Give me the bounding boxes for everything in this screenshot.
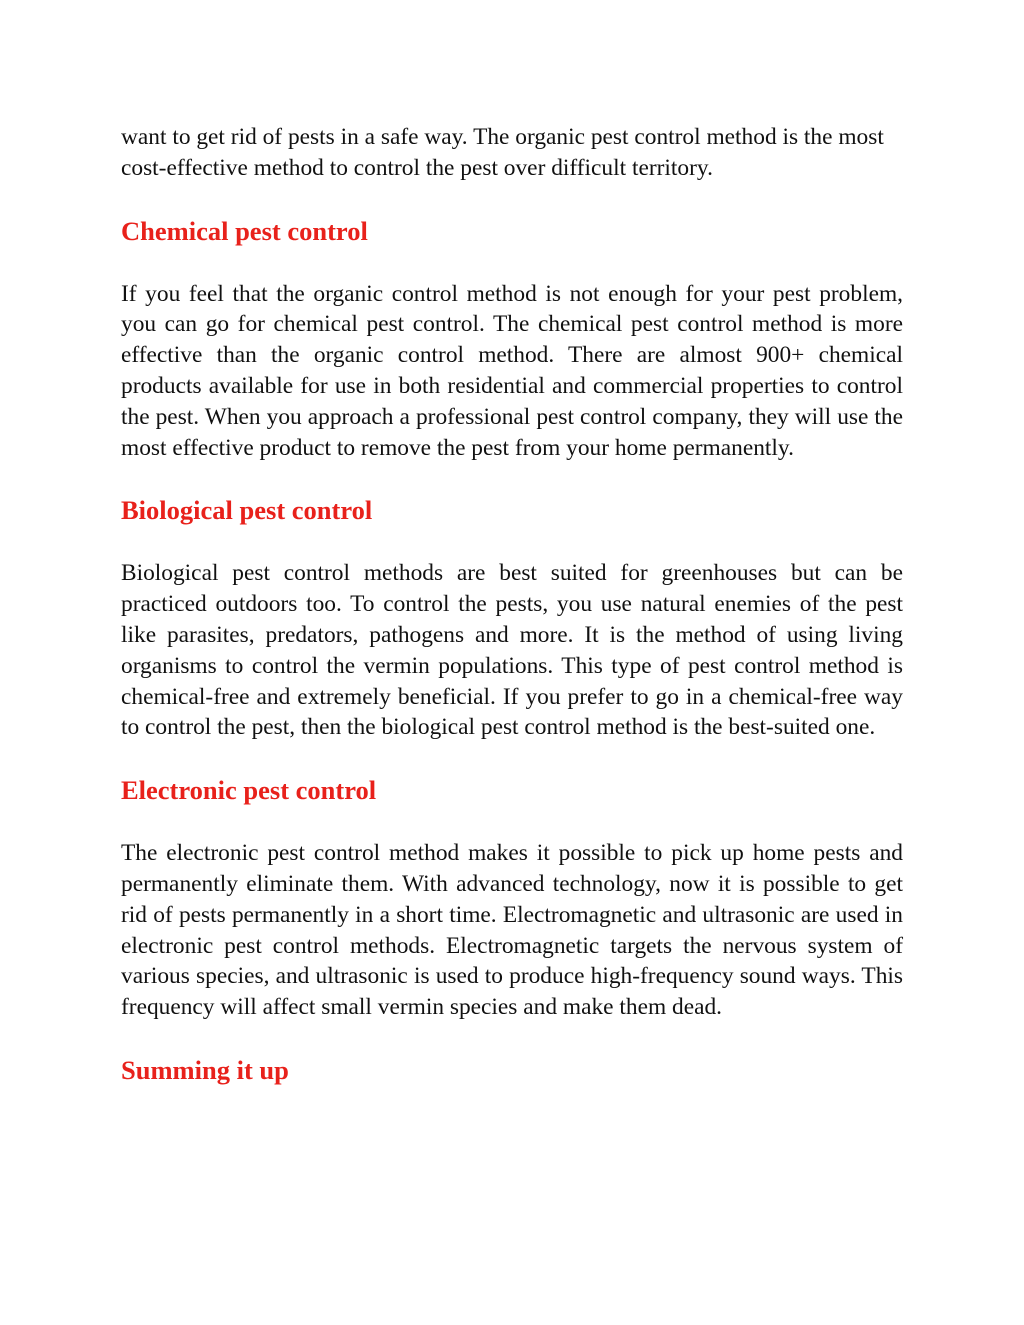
section-body-electronic: The electronic pest control method makes it possible to pick up home pests and permanently eliminate them. With advanced technology, now it is possible to get rid of pests permanently in a short time. Electromagnetic and ultrasonic are used in electronic pest control methods. Electromagnetic targets the nervous system of various species, and ultrasonic is used to produce high-frequency sound ways. This frequency will affect small vermin species and make them dead. [121,840,903,1021]
section-body-chemical: If you feel that the organic control method is not enough for your pest problem, you can go for chemical pest control. The chemical pest control method is more effective than the organic control method. There are almost 900+ chemical products available for use in both residential and commercial properties to control the pest. When you approach a professional pest control company, they will use the most effective product to remove the pest from your home permanently. [121,280,903,461]
document-page [121,122,903,1086]
section-heading-electronic: Electronic pest control [121,775,377,806]
section-heading-chemical: Chemical pest control [121,215,368,246]
intro-paragraph: want to get rid of pests in a safe way. The organic pest control method is the most cost-effective method to control the pest over difficult territory. [121,124,884,181]
section-body-biological: Biological pest control methods are best suited for greenhouses but can be practiced outdoors too. To control the pests, you use natural enemies of the pest like parasites, predators, pathogens and more. It is the method of using living organisms to control the vermin populations. This type of pest control method is chemical-free and extremely beneficial. If you prefer to go in a chemical-free way to control the pest, then the biological pest control method is the best-suited one. [121,560,903,741]
section-heading-biological: Biological pest control [121,495,373,526]
section-heading-summary: Summing it up [121,1054,289,1085]
